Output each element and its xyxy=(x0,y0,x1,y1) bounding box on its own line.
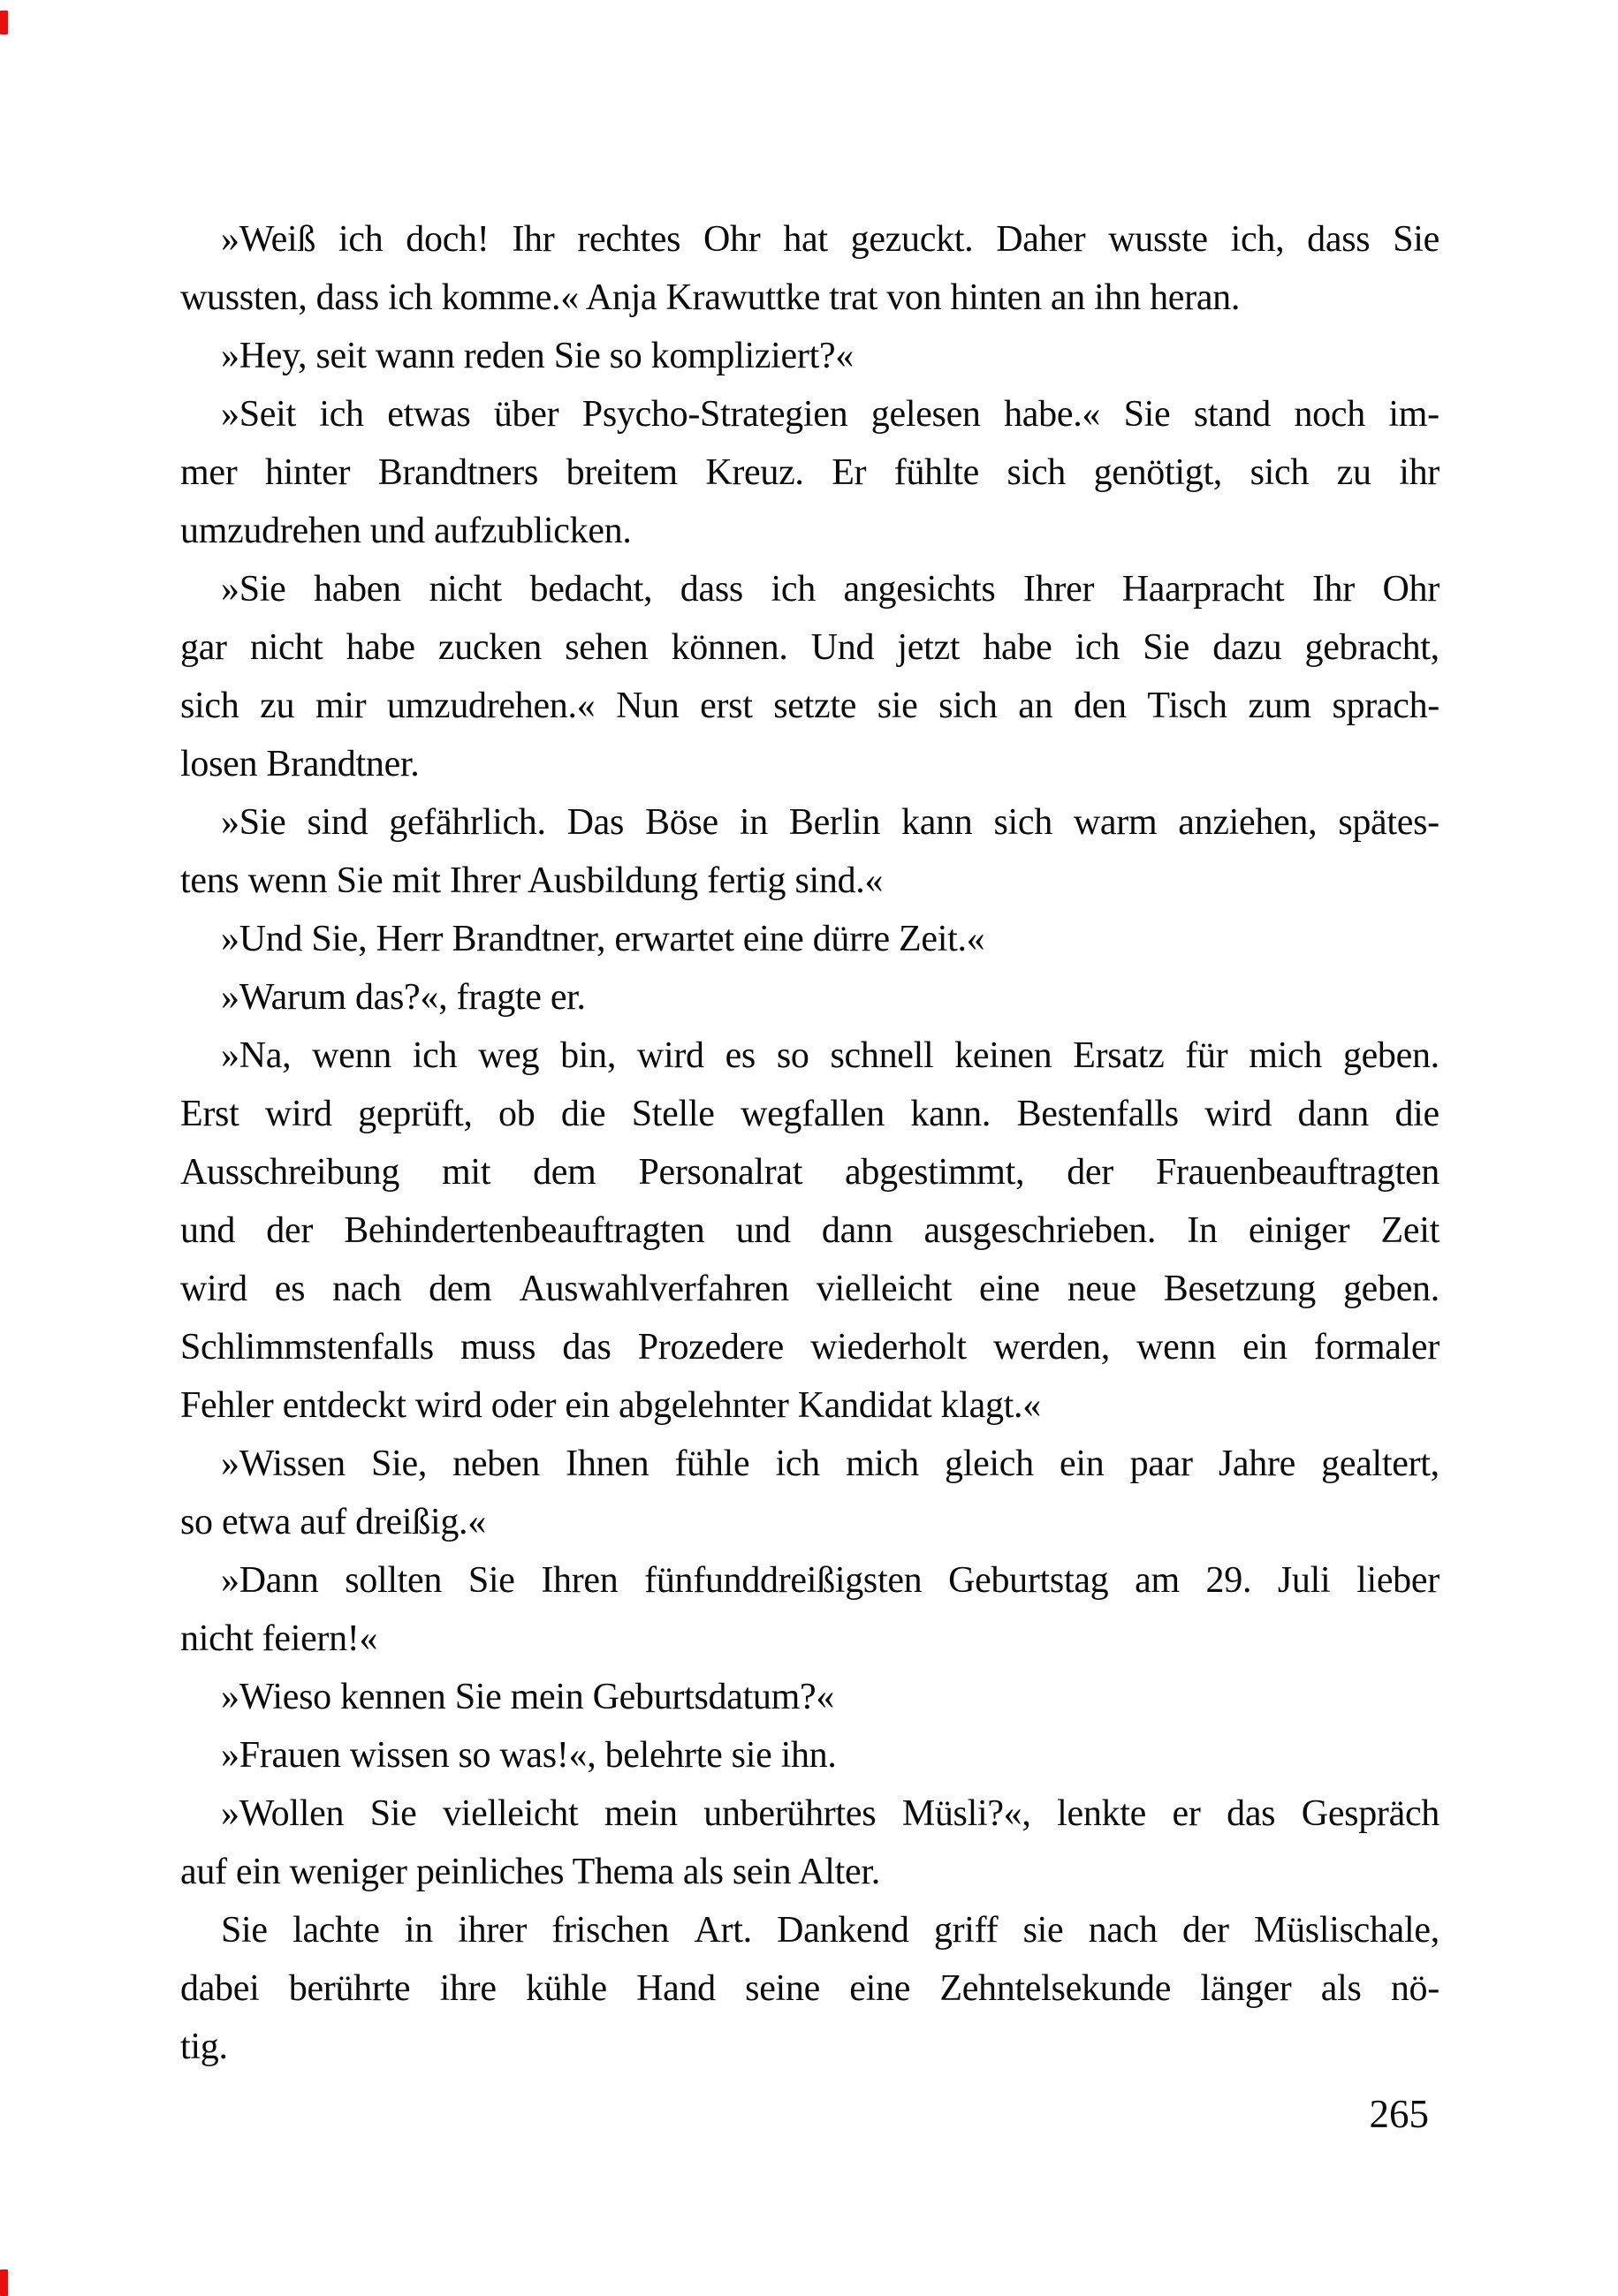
text-line: »Weiß ich doch! Ihr rechtes Ohr hat gezuckt. Daher wusste ich, dass Sie xyxy=(221,219,1439,260)
text-line: wussten, dass ich komme.« Anja Krawuttke trat von hinten an ihn heran. xyxy=(180,277,1241,318)
text-line: umzudrehen und aufzublicken. xyxy=(180,511,632,551)
text-line: mer hinter Brandtners breitem Kreuz. Er fühlte sich genötigt, sich zu ihr xyxy=(180,452,1439,493)
text-line: »Na, wenn ich weg bin, wird es so schnell keinen Ersatz für mich geben. xyxy=(221,1035,1439,1076)
text-line: »Sie sind gefährlich. Das Böse in Berlin kann sich warm anziehen, spätes- xyxy=(221,802,1439,843)
text-line: »Dann sollten Sie Ihren fünfunddreißigsten Geburtstag am 29. Juli lieber xyxy=(221,1560,1439,1601)
text-line: »Warum das?«, fragte er. xyxy=(221,977,586,1018)
text-line: »Und Sie, Herr Brandtner, erwartet eine dürre Zeit.« xyxy=(221,919,985,959)
text-line: so etwa auf dreißig.« xyxy=(180,1502,486,1542)
text-line: losen Brandtner. xyxy=(180,744,420,784)
text-line: Sie lachte in ihrer frischen Art. Dankend griff sie nach der Müslischale, xyxy=(221,1910,1439,1951)
text-line: »Frauen wissen so was!«, belehrte sie ihn. xyxy=(221,1735,837,1776)
red-edge-mark-top xyxy=(0,11,8,34)
text-line: wird es nach dem Auswahlverfahren vielleicht eine neue Besetzung geben. xyxy=(180,1269,1439,1309)
text-line: »Seit ich etwas über Psycho-Strategien gelesen habe.« Sie stand noch im- xyxy=(221,394,1439,435)
text-line: »Wissen Sie, neben Ihnen fühle ich mich gleich ein paar Jahre gealtert, xyxy=(221,1444,1439,1484)
page-number: 265 xyxy=(1369,2092,1429,2136)
text-line: und der Behindertenbeauftragten und dann ausgeschrieben. In einiger Zeit xyxy=(180,1210,1439,1251)
text-line: Schlimmstenfalls muss das Prozedere wiederholt werden, wenn ein formaler xyxy=(180,1327,1439,1368)
text-line: auf ein weniger peinliches Thema als sein Alter. xyxy=(180,1852,880,1892)
text-line: Ausschreibung mit dem Personalrat abgestimmt, der Frauenbeauftragten xyxy=(180,1152,1439,1193)
text-line: Erst wird geprüft, ob die Stelle wegfallen kann. Bestenfalls wird dann die xyxy=(180,1094,1439,1134)
text-line: »Wollen Sie vielleicht mein unberührtes Müsli?«, lenkte er das Gespräch xyxy=(221,1793,1439,1834)
text-line: »Sie haben nicht bedacht, dass ich angesichts Ihrer Haarpracht Ihr Ohr xyxy=(221,569,1439,610)
text-line: gar nicht habe zucken sehen können. Und jetzt habe ich Sie dazu gebracht, xyxy=(180,627,1439,668)
text-line: nicht feiern!« xyxy=(180,1618,378,1659)
red-edge-mark-bottom xyxy=(0,2269,8,2296)
text-line: tens wenn Sie mit Ihrer Ausbildung fertig sind.« xyxy=(180,860,884,901)
text-line: dabei berührte ihre kühle Hand seine eine Zehntelsekunde länger als nö- xyxy=(180,1968,1439,2009)
text-line: Fehler entdeckt wird oder ein abgelehnter Kandidat klagt.« xyxy=(180,1385,1041,1426)
text-line: tig. xyxy=(180,2027,228,2067)
text-line: »Wieso kennen Sie mein Geburtsdatum?« xyxy=(221,1677,835,1717)
text-line: sich zu mir umzudrehen.« Nun erst setzte sie sich an den Tisch zum sprach- xyxy=(180,686,1439,726)
text-block xyxy=(180,210,1439,2076)
text-line: »Hey, seit wann reden Sie so kompliziert?« xyxy=(221,336,854,376)
